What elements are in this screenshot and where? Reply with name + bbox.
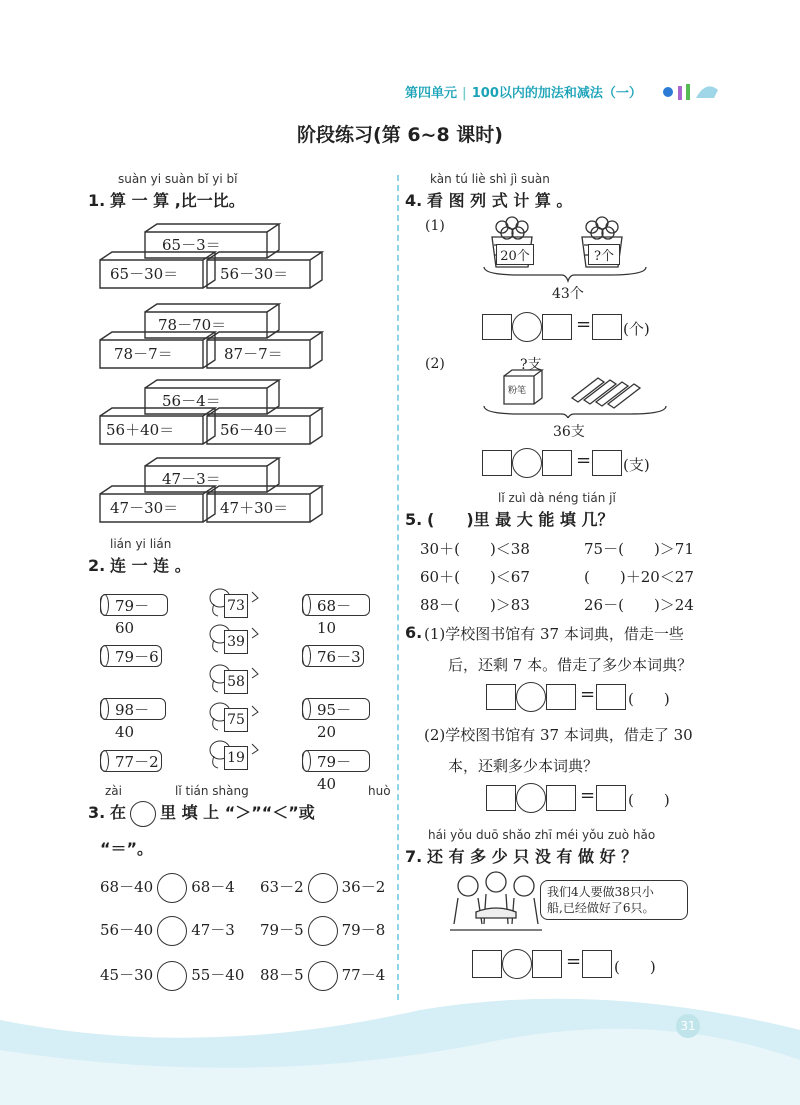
q3-left-expr: 63－2 xyxy=(260,878,304,896)
q3-pinyin-1: zài xyxy=(105,784,122,798)
q3-heading xyxy=(88,800,315,827)
chalk-sticks-icon xyxy=(572,378,640,408)
q4-p1-total: 43个 xyxy=(552,286,584,302)
q6-p1-line1: (1)学校图书馆有 37 本词典，借走一些 xyxy=(424,625,684,643)
q3-row xyxy=(260,961,385,991)
q3-left-expr: 79－5 xyxy=(260,921,304,939)
q4-basket1-label: 20个 xyxy=(496,244,534,265)
answer-box[interactable] xyxy=(582,950,612,978)
q2-middle-number: 73 xyxy=(224,594,248,618)
children-making-boats-icon xyxy=(446,868,546,938)
q3-right-expr: 79－8 xyxy=(341,921,386,939)
q2-middle-number: 19 xyxy=(224,746,248,770)
equals-sign: = xyxy=(580,785,596,806)
q2-middle-number: 39 xyxy=(224,630,248,654)
q3-right-expr: 77－4 xyxy=(341,966,386,984)
compare-circle[interactable] xyxy=(157,961,187,991)
answer-box[interactable] xyxy=(542,314,572,340)
q4-p2-unit: (支) xyxy=(623,456,650,474)
q7-pinyin: hái yǒu duō shǎo zhī méi yǒu zuò hǎo xyxy=(428,828,656,842)
answer-box[interactable] xyxy=(596,684,626,710)
q2-left-item[interactable]: 77－2 xyxy=(100,750,162,772)
q2-heading xyxy=(88,553,191,576)
q3-right-expr: 47－3 xyxy=(191,921,235,939)
q3-row xyxy=(260,873,385,903)
q2-middle-number: 75 xyxy=(224,708,248,732)
column-divider xyxy=(397,175,399,1000)
answer-box[interactable] xyxy=(482,450,512,476)
q5-item[interactable]: ( )＋20＜27 xyxy=(584,568,694,586)
q5-label: ( )里 最 大 能 填 几？ xyxy=(427,510,614,529)
q5-number: 5. xyxy=(405,510,423,529)
q2-pinyin: lián yi lián xyxy=(110,537,172,551)
q1-g3-right: 56－40＝ xyxy=(220,421,289,439)
q2-animal-card[interactable] xyxy=(206,736,262,780)
q5-item[interactable]: 30＋( )＜38 xyxy=(420,540,530,558)
page-header: 第四单元 | 100以内的加法和减法（一） xyxy=(405,86,642,101)
q3-right-expr: 68－4 xyxy=(191,878,235,896)
equals-sign: = xyxy=(576,314,592,335)
q2-label: 连 一 连 。 xyxy=(110,556,191,575)
q1-heading xyxy=(88,188,245,211)
q1-g4-top: 47－3＝ xyxy=(162,470,221,488)
q5-item[interactable]: 75－( )＞71 xyxy=(584,540,694,558)
compare-circle[interactable] xyxy=(157,916,187,946)
q3-label-b: 里 填 上 “＞”“＜”或 xyxy=(160,803,315,822)
q3-right-expr: 55－40 xyxy=(191,966,245,984)
q4-p2-question: ?支 xyxy=(520,357,542,373)
q1-g2-top: 78－70＝ xyxy=(158,316,227,334)
q4-basket2-label: ?个 xyxy=(588,244,620,265)
answer-box[interactable] xyxy=(486,684,516,710)
operator-circle[interactable] xyxy=(516,783,546,813)
q4-label: 看 图 列 式 计 算 。 xyxy=(427,191,573,210)
q4-heading xyxy=(405,188,572,211)
q7-heading xyxy=(405,844,637,867)
q3-row xyxy=(100,873,235,903)
q6-p2-unit: ( ) xyxy=(628,791,670,809)
answer-box[interactable] xyxy=(596,785,626,811)
page-title: 阶段练习(第 6~8 课时) xyxy=(297,124,503,146)
speech-line-1: 我们4人要做38只小 xyxy=(547,885,654,899)
q2-number: 2. xyxy=(88,556,106,575)
compare-circle[interactable] xyxy=(308,873,338,903)
q6-p2-line1: (2)学校图书馆有 37 本词典，借走了 30 xyxy=(424,726,693,744)
speech-bubble xyxy=(540,880,688,920)
q7-label: 还 有 多 少 只 没 有 做 好 ？ xyxy=(427,847,638,866)
answer-box[interactable] xyxy=(592,314,622,340)
bottom-wave-decoration xyxy=(0,990,800,1105)
unit-label: 第四单元 xyxy=(405,86,458,101)
answer-box[interactable] xyxy=(542,450,572,476)
q1-g1-top: 65－3＝ xyxy=(162,236,221,254)
answer-box[interactable] xyxy=(546,684,576,710)
q3-right-expr: 36－2 xyxy=(341,878,386,896)
q3-left-expr: 45－30 xyxy=(100,966,154,984)
q1-g4-left: 47－30＝ xyxy=(110,499,179,517)
q3-pinyin-3: huò xyxy=(368,784,391,798)
header-decoration-icon xyxy=(662,78,722,102)
q4-p1-unit: (个) xyxy=(623,320,650,338)
q1-pinyin: suàn yi suàn bǐ yi bǐ xyxy=(118,172,238,186)
q1-g3-left: 56＋40＝ xyxy=(106,421,175,439)
compare-circle[interactable] xyxy=(308,961,338,991)
q2-right-item[interactable]: 95－20 xyxy=(302,698,370,720)
q4-pinyin: kàn tú liè shì jì suàn xyxy=(430,172,550,186)
q1-label: 算 一 算 ,比一比。 xyxy=(110,191,245,210)
operator-circle[interactable] xyxy=(512,448,542,478)
equals-sign: = xyxy=(580,684,596,705)
q4-number: 4. xyxy=(405,191,423,210)
q7-number: 7. xyxy=(405,847,423,866)
q5-heading xyxy=(405,507,613,530)
q3-row xyxy=(100,916,235,946)
q6-number: 6. xyxy=(405,623,423,642)
operator-circle[interactable] xyxy=(512,312,542,342)
q1-g2-right: 87－7＝ xyxy=(224,345,283,363)
q3-row xyxy=(260,916,385,946)
q4-p2-total: 36支 xyxy=(553,424,585,440)
compare-circle[interactable] xyxy=(308,916,338,946)
q1-g3-top: 56－4＝ xyxy=(162,392,221,410)
q3-label-a: 在 xyxy=(110,803,127,822)
q5-item[interactable]: 88－( )＞83 xyxy=(420,596,530,614)
q3-pinyin-2: lǐ tián shàng xyxy=(175,784,249,798)
q2-right-item[interactable]: 68－10 xyxy=(302,594,370,616)
q4-p2-index: (2) xyxy=(425,356,445,372)
q2-animal-card[interactable] xyxy=(206,620,262,664)
equals-sign: = xyxy=(576,450,592,471)
operator-circle[interactable] xyxy=(516,682,546,712)
chalk-box-label: 粉笔 xyxy=(508,386,527,396)
q6-p1-line2: 后，还剩 7 本。借走了多少本词典？ xyxy=(448,656,693,674)
q1-number: 1. xyxy=(88,191,106,210)
q7-unit: ( ) xyxy=(614,958,656,976)
q5-item[interactable]: 26－( )＞24 xyxy=(584,596,694,614)
q2-left-item[interactable]: 79－60 xyxy=(100,594,168,616)
answer-box[interactable] xyxy=(546,785,576,811)
q5-pinyin: lǐ zuì dà néng tián jǐ xyxy=(498,491,616,505)
q3-number: 3. xyxy=(88,803,106,822)
q3-left-expr: 56－40 xyxy=(100,921,154,939)
answer-box[interactable] xyxy=(482,314,512,340)
q1-g1-left: 65－30＝ xyxy=(110,265,179,283)
q1-g4-right: 47＋30＝ xyxy=(220,499,289,517)
answer-box[interactable] xyxy=(486,785,516,811)
q6-p2-line2: 本，还剩多少本词典？ xyxy=(448,757,599,775)
q2-right-item[interactable]: 76－3 xyxy=(302,645,364,667)
q2-left-item[interactable]: 79－6 xyxy=(100,645,162,667)
q5-item[interactable]: 60＋( )＜67 xyxy=(420,568,530,586)
q1-g2-left: 78－7＝ xyxy=(114,345,173,363)
q6-p1-unit: ( ) xyxy=(628,690,670,708)
q3-row xyxy=(100,961,244,991)
answer-box[interactable] xyxy=(592,450,622,476)
equals-sign: = xyxy=(566,951,582,972)
q3-left-expr: 68－40 xyxy=(100,878,154,896)
q3-label-c: “＝”。 xyxy=(100,839,154,858)
q2-middle-number: 58 xyxy=(224,670,248,694)
topic-label: 100以内的加法和减法（一） xyxy=(471,86,642,101)
speech-line-2: 船,已经做好了6只。 xyxy=(547,901,655,915)
q2-right-item[interactable]: 79－40 xyxy=(302,750,370,772)
compare-circle[interactable] xyxy=(157,873,187,903)
answer-box[interactable] xyxy=(532,950,562,978)
page-number: 31 xyxy=(676,1014,700,1038)
operator-circle[interactable] xyxy=(502,949,532,979)
q3-left-expr: 88－5 xyxy=(260,966,304,984)
q4-p1-index: (1) xyxy=(425,218,445,234)
q1-g1-right: 56－30＝ xyxy=(220,265,289,283)
q2-left-item[interactable]: 98－40 xyxy=(100,698,166,720)
circle-icon xyxy=(130,801,156,827)
answer-box[interactable] xyxy=(472,950,502,978)
